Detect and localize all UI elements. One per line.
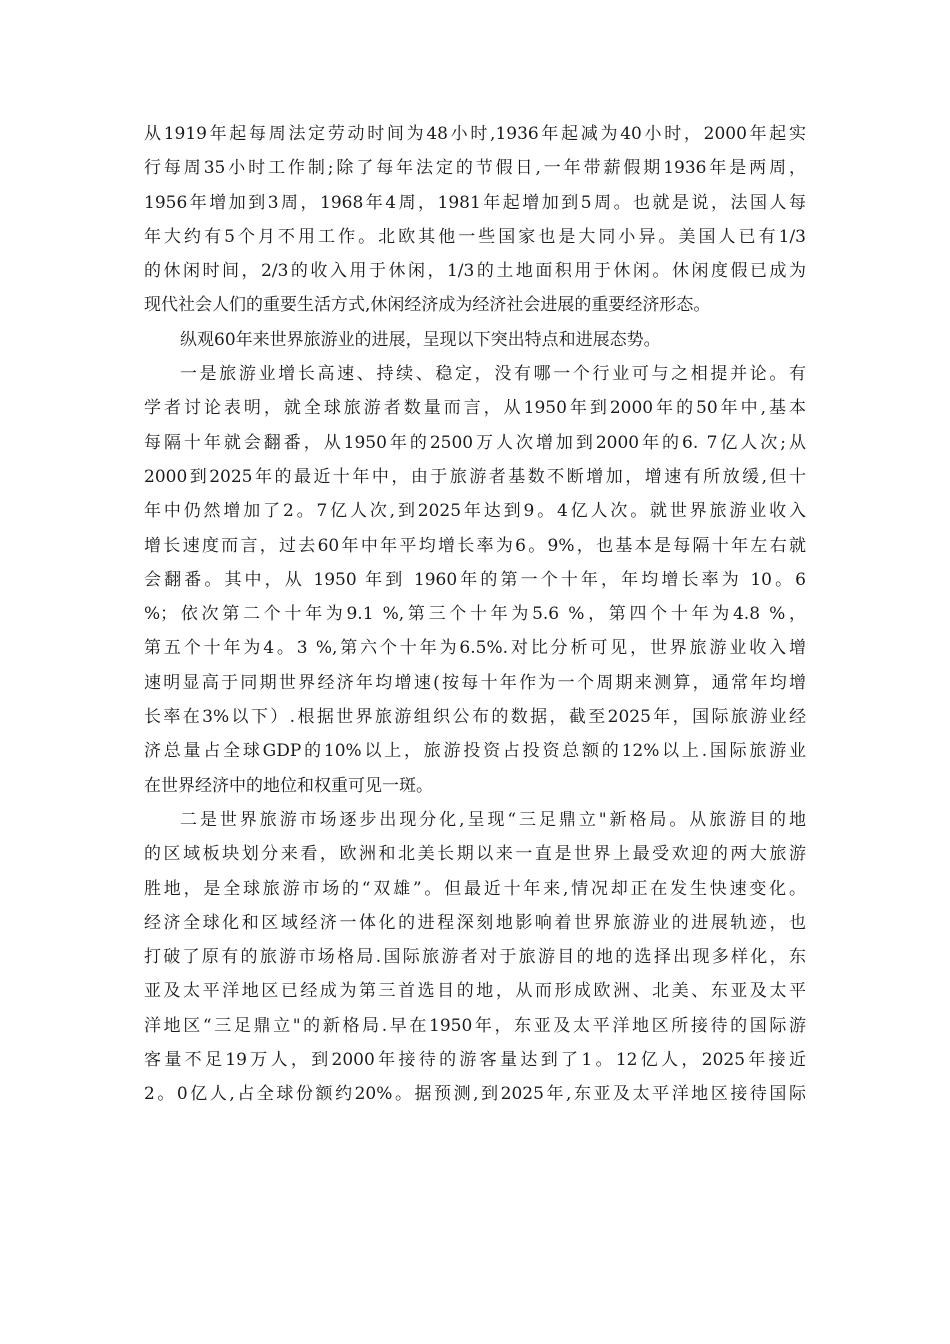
text-line: 洋地区“三足鼎立"的新格局.早在1950年，东亚及太平洋地区所接待的国际游 xyxy=(144,1015,806,1036)
text-line: 客量不足19万人，到2000年接待的游客量达到了1。12亿人，2025年接近 xyxy=(144,1050,806,1071)
text-line: 每隔十年就会翻番，从1950年的2500万人次增加到2000年的6. 7亿人次;从 xyxy=(144,432,806,453)
text-line: 学者讨论表明，就全球旅游者数量而言，从1950年到2000年的50年中,基本 xyxy=(144,398,806,419)
text-line: 速明显高于同期世界经济年均增速(按每十年作为一个周期来测算，通常年均增 xyxy=(144,672,806,693)
text-line: 会翻番。其中，从 1950 年到 1960年的第一个十年，年均增长率为 10。6 xyxy=(144,569,806,590)
text-line: 增长速度而言，过去60年中年平均增长率为6。9%，也基本是每隔十年左右就 xyxy=(144,535,806,556)
text-line: 胜地，是全球旅游市场的“双雄”。但最近十年来,情况却正在发生快速变化。 xyxy=(144,878,806,899)
text-line: 一是旅游业增长高速、持续、稳定，没有哪一个行业可与之相提并论。有 xyxy=(180,364,806,385)
text-line: 行每周35小时工作制;除了每年法定的节假日,一年带薪假期1936年是两周， xyxy=(144,158,806,179)
text-line: 年大约有5个月不用工作。北欧其他一些国家也是大同小异。美国人已有1/3 xyxy=(144,226,806,247)
text-line: 长率在3%以下）.根据世界旅游组织公布的数据，截至2025年，国际旅游业经 xyxy=(144,707,806,728)
text-line: 现代社会人们的重要生活方式,休闲经济成为经济社会进展的重要经济形态。 xyxy=(144,295,711,316)
text-line: 打破了原有的旅游市场格局.国际旅游者对于旅游目的地的选择出现多样化，东 xyxy=(144,947,806,968)
text-line: 2000到2025年的最近十年中，由于旅游者基数不断增加，增速有所放缓,但十 xyxy=(144,466,806,487)
text-line: 2。0亿人,占全球份额约20%。据预测,到2025年,东亚及太平洋地区接待国际 xyxy=(144,1084,806,1105)
text-line: 纵观60年来世界旅游业的进展，呈现以下突出特点和进展态势。 xyxy=(180,329,661,350)
text-line: 经济全球化和区域经济一体化的进程深刻地影响着世界旅游业的进展轨迹，也 xyxy=(144,912,806,933)
body-text xyxy=(144,117,806,1112)
text-line: 二是世界旅游市场逐步出现分化,呈现“三足鼎立"新格局。从旅游目的地 xyxy=(180,809,806,830)
text-line: 1956年增加到3周，1968年4周，1981年起增加到5周。也就是说，法国人每 xyxy=(144,192,806,213)
text-line: 济总量占全球GDP的10%以上，旅游投资占投资总额的12%以上.国际旅游业 xyxy=(144,741,806,762)
text-line: 从1919年起每周法定劳动时间为48小时,1936年起减为40小时，2000年起实 xyxy=(144,124,806,144)
text-line: 在世界经济中的地位和权重可见一斑。 xyxy=(144,775,433,796)
text-line: %；依次第二个十年为9.1 %,第三个十年为5.6 %，第四个十年为4.8 %， xyxy=(144,604,806,625)
text-line: 年中仍然增加了2。7亿人次,到2025年达到9。4亿人次。就世界旅游业收入 xyxy=(144,501,806,522)
text-line: 的休闲时间，2/3的收入用于休闲，1/3的土地面积用于休闲。休闲度假已成为 xyxy=(144,261,806,282)
text-line: 的区域板块划分来看，欧洲和北美长期以来一直是世界上最受欢迎的两大旅游 xyxy=(144,844,806,865)
text-line: 第五个十年为4。3 %,第六个十年为6.5%.对比分析可见，世界旅游业收入增 xyxy=(144,638,806,659)
text-line: 亚及太平洋地区已经成为第三首选目的地，从而形成欧洲、北美、东亚及太平 xyxy=(144,981,806,1002)
